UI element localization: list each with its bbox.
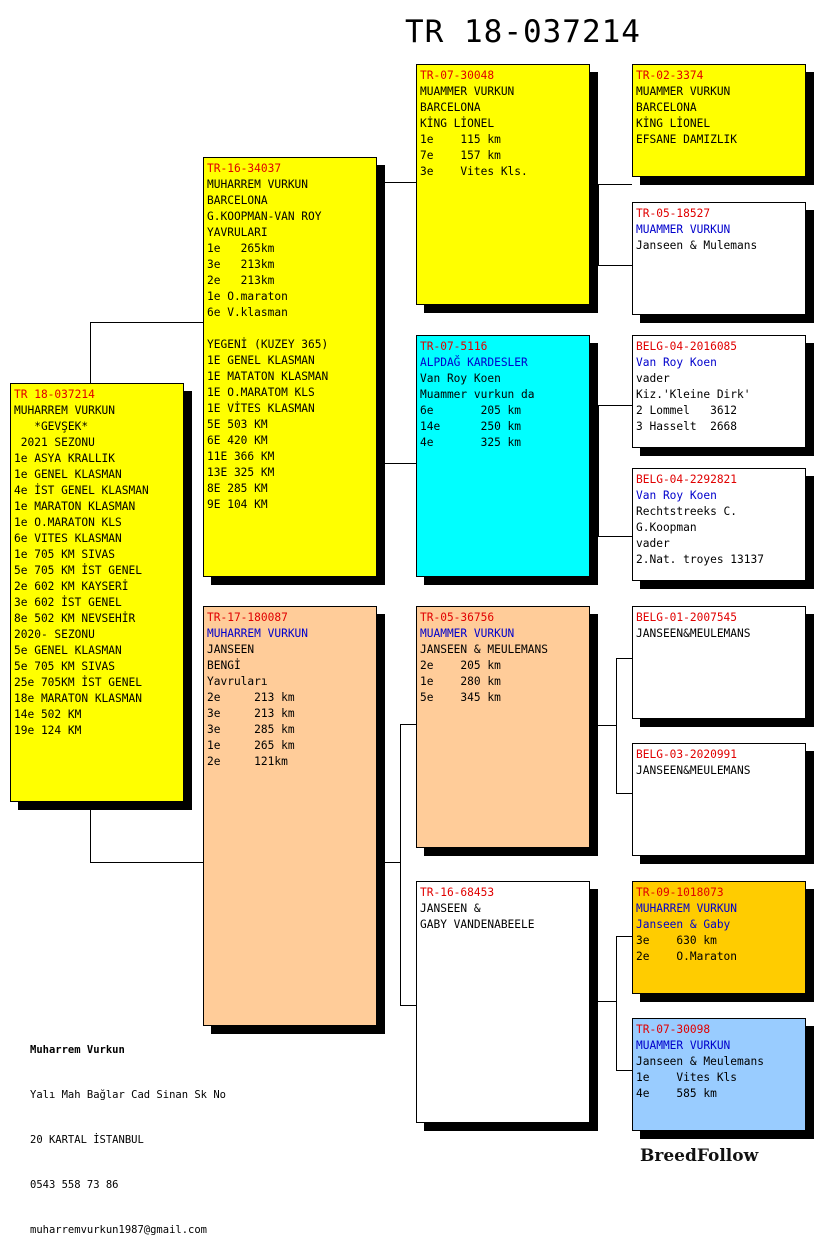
card-line: 2e O.Maraton bbox=[636, 950, 738, 963]
connector bbox=[90, 802, 91, 863]
sire-sire-card bbox=[416, 64, 590, 305]
card-line: BARCELONA bbox=[420, 101, 481, 114]
card-line: 1e MARATON KLASMAN bbox=[14, 500, 136, 513]
connector bbox=[616, 658, 617, 794]
connector bbox=[384, 463, 417, 464]
card-line: Janseen & Gaby bbox=[636, 918, 731, 931]
card-line: 1e Vites Kls bbox=[636, 1071, 738, 1084]
card-line: 3e 630 km bbox=[636, 934, 717, 947]
card-line: 5e 345 km bbox=[420, 691, 501, 704]
card-line: YAVRULARI bbox=[207, 226, 268, 239]
dsd-card bbox=[632, 743, 806, 856]
card-line: EFSANE DAMIZLIK bbox=[636, 133, 738, 146]
dam-dam-card bbox=[416, 881, 590, 1123]
card-line: 5e GENEL KLASMAN bbox=[14, 644, 122, 657]
card-line: MUAMMER VURKUN bbox=[636, 223, 731, 236]
card-line: 1e ASYA KRALLIK bbox=[14, 452, 116, 465]
card-line: 3e 213km bbox=[207, 258, 275, 271]
connector bbox=[400, 724, 401, 1006]
card-line: 5e 705 KM İST GENEL bbox=[14, 564, 142, 577]
card-line: KİNG LİONEL bbox=[636, 117, 711, 130]
card-line: 1E O.MARATOM KLS bbox=[207, 386, 315, 399]
connector bbox=[616, 1070, 632, 1071]
ring-number: BELG-04-2016085 bbox=[636, 340, 738, 353]
card-line: 2021 SEZONU bbox=[14, 436, 95, 449]
card-line: 1e 265 km bbox=[207, 739, 295, 752]
sdd-card bbox=[632, 468, 806, 581]
card-line: 1e 115 km bbox=[420, 133, 501, 146]
breeder-name: Muharrem Vurkun bbox=[30, 1044, 125, 1056]
dss-card bbox=[632, 606, 806, 719]
breeder-address: Yalı Mah Bağlar Cad Sinan Sk No bbox=[30, 1089, 226, 1101]
connector bbox=[376, 862, 401, 863]
breeder-city: 20 KARTAL İSTANBUL bbox=[30, 1134, 144, 1146]
card-line: BARCELONA bbox=[207, 194, 268, 207]
sire-dam-card bbox=[416, 335, 590, 577]
card-line: vader bbox=[636, 537, 670, 550]
ring-number: BELG-03-2020991 bbox=[636, 748, 738, 761]
connector bbox=[90, 322, 204, 323]
card-line: 2e 205 km bbox=[420, 659, 501, 672]
card-line: 14e 502 KM bbox=[14, 708, 82, 721]
card-line: 1E GENEL KLASMAN bbox=[207, 354, 315, 367]
card-line: 6e VITES KLASMAN bbox=[14, 532, 122, 545]
card-line: 2e 213km bbox=[207, 274, 275, 287]
ring-number: TR-07-30048 bbox=[420, 69, 495, 82]
connector bbox=[598, 184, 632, 185]
card-line: JANSEEN & bbox=[420, 902, 481, 915]
card-line: 11E 366 KM bbox=[207, 450, 275, 463]
card-line: 2 Lommel 3612 bbox=[636, 404, 738, 417]
card-line: JANSEEN bbox=[207, 643, 255, 656]
card-line: 2.Nat. troyes 13137 bbox=[636, 553, 764, 566]
ring-number: TR-16-68453 bbox=[420, 886, 495, 899]
card-line: ALPDAĞ KARDESLER bbox=[420, 356, 528, 369]
card-line: Van Roy Koen bbox=[636, 489, 717, 502]
card-line: 18e MARATON KLASMAN bbox=[14, 692, 142, 705]
card-line: 4e 325 km bbox=[420, 436, 522, 449]
card-line: Janseen & Meulemans bbox=[636, 1055, 764, 1068]
card-line: 2e 213 km bbox=[207, 691, 295, 704]
card-line: 5E 503 KM bbox=[207, 418, 268, 431]
card-line: MUHARREM VURKUN bbox=[207, 178, 309, 191]
breeder-phone: 0543 558 73 86 bbox=[30, 1179, 119, 1191]
connector bbox=[598, 1001, 617, 1002]
card-line: 6e 205 km bbox=[420, 404, 522, 417]
card-line: 1e 265km bbox=[207, 242, 275, 255]
card-line: GABY VANDENABEELE bbox=[420, 918, 535, 931]
connector bbox=[589, 225, 599, 226]
card-line: Kiz.'Kleine Dirk' bbox=[636, 388, 751, 401]
ring-number: BELG-01-2007545 bbox=[636, 611, 738, 624]
card-line: MUHARREM VURKUN bbox=[207, 627, 309, 640]
subject-card bbox=[10, 383, 184, 802]
card-line: YEGENİ (KUZEY 365) bbox=[207, 338, 329, 351]
card-line: 1e O.MARATON KLS bbox=[14, 516, 122, 529]
card-line bbox=[207, 321, 373, 337]
card-line: MUAMMER VURKUN bbox=[636, 1039, 731, 1052]
card-line: KİNG LİONEL bbox=[420, 117, 495, 130]
card-line: BENGİ bbox=[207, 659, 241, 672]
ring-number: TR 18-037214 bbox=[14, 388, 95, 401]
brand-logo: BreedFollow bbox=[640, 1146, 759, 1166]
connector bbox=[589, 455, 599, 456]
card-line: 1e 705 KM SIVAS bbox=[14, 548, 116, 561]
card-line: 3e Vites Kls. bbox=[420, 165, 528, 178]
card-line: 8e 502 KM NEVSEHİR bbox=[14, 612, 136, 625]
card-line: MUAMMER VURKUN bbox=[636, 85, 731, 98]
dam-card bbox=[203, 606, 377, 1026]
ddd-card bbox=[632, 1018, 806, 1131]
card-line: 9E 104 KM bbox=[207, 498, 268, 511]
connector bbox=[384, 182, 417, 183]
card-line: 1e 280 km bbox=[420, 675, 501, 688]
card-line: MUHARREM VURKUN bbox=[636, 902, 738, 915]
card-line: 19e 124 KM bbox=[14, 724, 82, 737]
card-line: JANSEEN & MEULEMANS bbox=[420, 643, 548, 656]
card-line: Rechtstreeks C. bbox=[636, 505, 738, 518]
connector bbox=[598, 405, 632, 406]
connector bbox=[616, 658, 632, 659]
card-line: 3 Hasselt 2668 bbox=[636, 420, 738, 433]
connector bbox=[616, 936, 632, 937]
card-line: JANSEEN&MEULEMANS bbox=[636, 627, 751, 640]
card-line: 1e GENEL KLASMAN bbox=[14, 468, 122, 481]
card-line: 3e 213 km bbox=[207, 707, 295, 720]
card-line: 2e 121km bbox=[207, 755, 288, 768]
card-line: Van Roy Koen bbox=[636, 356, 717, 369]
card-line: 7e 157 km bbox=[420, 149, 501, 162]
card-line: MUAMMER VURKUN bbox=[420, 627, 515, 640]
card-line: 1E MATATON KLASMAN bbox=[207, 370, 329, 383]
ring-number: TR-07-5116 bbox=[420, 340, 488, 353]
card-line: Muammer vurkun da bbox=[420, 388, 535, 401]
sss-card bbox=[632, 64, 806, 177]
card-line: Yavruları bbox=[207, 675, 268, 688]
card-line: 8E 285 KM bbox=[207, 482, 268, 495]
card-line: 1e O.maraton bbox=[207, 290, 288, 303]
card-line: JANSEEN&MEULEMANS bbox=[636, 764, 751, 777]
card-line: 4e İST GENEL KLASMAN bbox=[14, 484, 149, 497]
card-line: 4e 585 km bbox=[636, 1087, 717, 1100]
pedigree-title: TR 18-037214 bbox=[405, 14, 641, 50]
card-line: 3e 285 km bbox=[207, 723, 295, 736]
ring-number: TR-09-1018073 bbox=[636, 886, 724, 899]
ring-number: TR-17-180087 bbox=[207, 611, 288, 624]
connector bbox=[616, 936, 617, 1071]
connector bbox=[376, 322, 385, 323]
connector bbox=[400, 1005, 417, 1006]
card-line: Van Roy Koen bbox=[420, 372, 501, 385]
ring-number: BELG-04-2292821 bbox=[636, 473, 738, 486]
breeder-email: muharremvurkun1987@gmail.com bbox=[30, 1224, 208, 1236]
card-line: vader bbox=[636, 372, 670, 385]
card-line: 6E 420 KM bbox=[207, 434, 268, 447]
card-line: MUAMMER VURKUN bbox=[420, 85, 515, 98]
breeder-contact bbox=[30, 1013, 226, 1253]
card-line: *GEVŞEK* bbox=[14, 420, 89, 433]
sds-card bbox=[632, 335, 806, 448]
ssd-card bbox=[632, 202, 806, 315]
ring-number: TR-07-30098 bbox=[636, 1023, 711, 1036]
card-line: MUHARREM VURKUN bbox=[14, 404, 116, 417]
ring-number: TR-05-18527 bbox=[636, 207, 711, 220]
ring-number: TR-16-34037 bbox=[207, 162, 282, 175]
dam-sire-card bbox=[416, 606, 590, 848]
connector bbox=[400, 724, 417, 725]
card-line: 13E 325 KM bbox=[207, 466, 275, 479]
ring-number: TR-05-36756 bbox=[420, 611, 495, 624]
connector bbox=[598, 265, 632, 266]
connector bbox=[90, 322, 91, 384]
card-line: BARCELONA bbox=[636, 101, 697, 114]
dds-card bbox=[632, 881, 806, 994]
card-line: 6e V.klasman bbox=[207, 306, 288, 319]
ring-number: TR-02-3374 bbox=[636, 69, 704, 82]
card-line: 2020- SEZONU bbox=[14, 628, 95, 641]
card-line: 2e 602 KM KAYSERİ bbox=[14, 580, 129, 593]
card-line: 25e 705KM İST GENEL bbox=[14, 676, 142, 689]
card-line: G.KOOPMAN-VAN ROY bbox=[207, 210, 322, 223]
connector bbox=[616, 793, 632, 794]
card-line: G.Koopman bbox=[636, 521, 697, 534]
connector bbox=[598, 536, 632, 537]
connector bbox=[90, 862, 204, 863]
card-line: 5e 705 KM SIVAS bbox=[14, 660, 116, 673]
card-line: 1E VİTES KLASMAN bbox=[207, 402, 315, 415]
card-line: Janseen & Mulemans bbox=[636, 239, 758, 252]
card-line: 14e 250 km bbox=[420, 420, 522, 433]
connector bbox=[589, 725, 617, 726]
connector bbox=[598, 405, 599, 537]
sire-card bbox=[203, 157, 377, 577]
card-line: 3e 602 İST GENEL bbox=[14, 596, 122, 609]
